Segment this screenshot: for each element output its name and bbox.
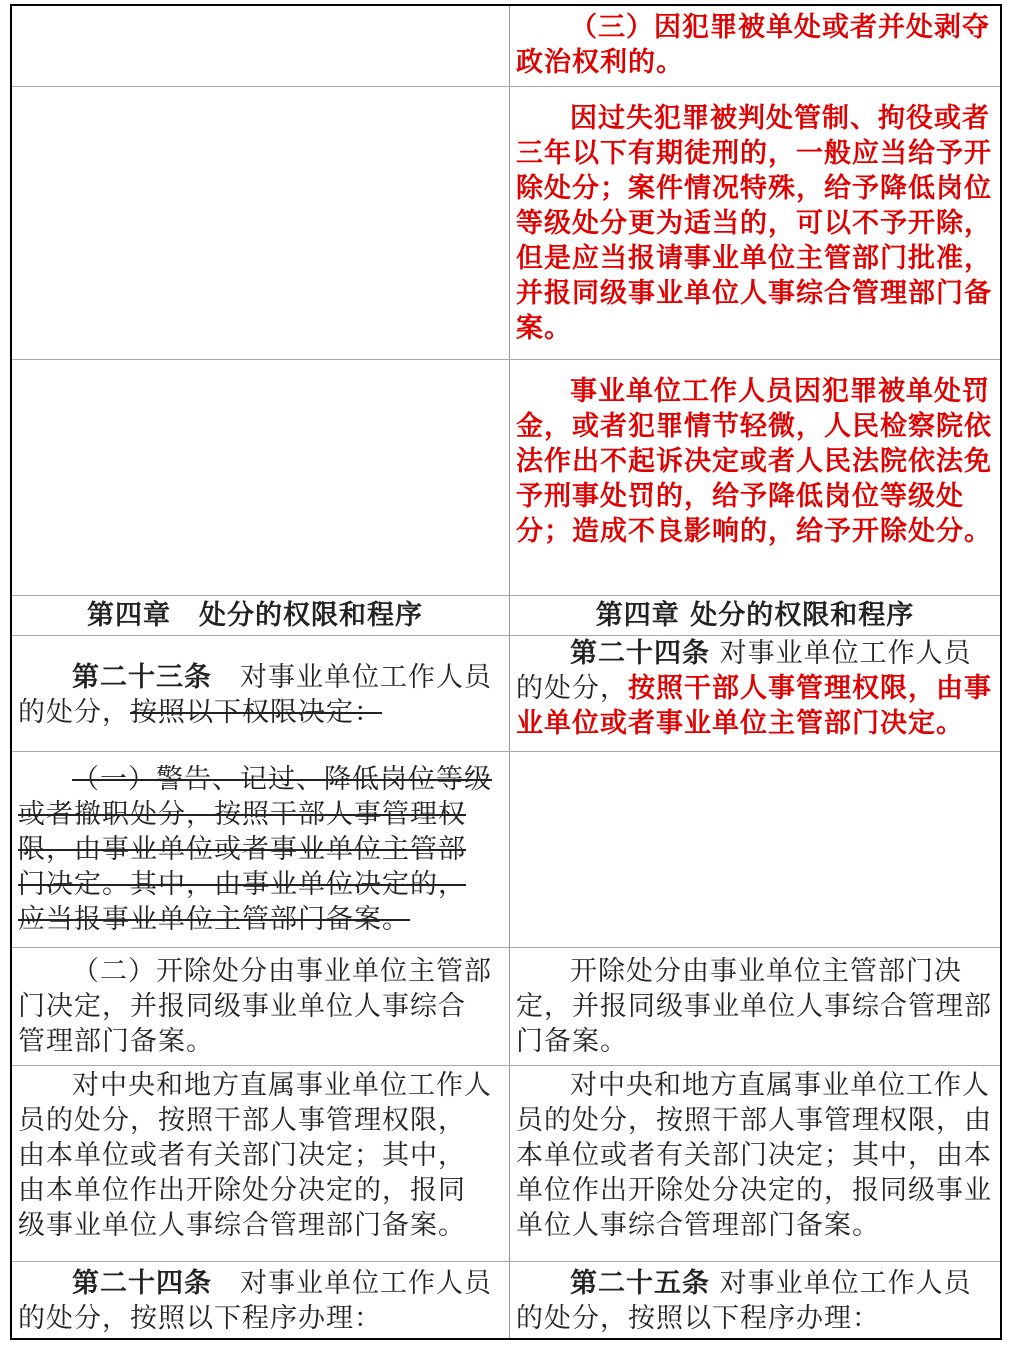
struck-text: （一）警告、记过、降低岗位等级或者撤职处分，按照干部人事管理权限，由事业单位或者事业单位主管部门决定。其中，由事业单位决定的，应当报事业单位主管部门备案。: [18, 764, 492, 935]
left-text: [18, 1266, 492, 1336]
article-number: 第二十五条: [570, 1268, 710, 1299]
article-text: 对事业单位工作人员的处分，: [18, 662, 492, 728]
article-number: 第二十四条: [72, 1268, 212, 1299]
right-cell: [516, 1068, 994, 1261]
left-text: [18, 660, 492, 730]
left-text: 对中央和地方直属事业单位工作人员的处分，按照干部人事管理权限，由本单位或者有关部门决定；其中，由本单位作出开除处分决定的，报同级事业单位人事综合管理部门备案。: [18, 1070, 492, 1241]
left-text: （二）开除处分由事业单位主管部门决定，并报同级事业单位人事综合管理部门备案。: [18, 956, 492, 1057]
struck-text: 按照以下权限决定：: [130, 697, 382, 728]
right-text: 开除处分由事业单位主管部门决定，并报同级事业单位人事综合管理部门备案。: [516, 956, 992, 1057]
table-row: [12, 1262, 1000, 1342]
right-cell: [516, 374, 994, 595]
table-row: [12, 596, 1000, 636]
right-text: 因过失犯罪被判处管制、拘役或者三年以下有期徒刑的，一般应当给予开除处分；案件情况特殊，给予降低岗位等级处分更为适当的，可以不予开除，但是应当报请事业单位主管部门批准，并报同级事业单位人事综合管理部门备案。: [516, 103, 992, 344]
right-text: 事业单位工作人员因犯罪被单处罚金，或者犯罪情节轻微，人民检察院依法作出不起诉决定或者人民法院依法免予刑事处罚的，给予降低岗位等级处分；造成不良影响的，给予开除处分。: [516, 376, 992, 547]
right-cell: [516, 598, 994, 635]
right-text: [516, 636, 994, 741]
chapter-heading-left: 第四章 处分的权限和程序: [87, 600, 423, 631]
right-cell: [516, 752, 994, 947]
left-cell: [18, 6, 492, 86]
article-number: 第二十三条: [72, 662, 212, 693]
right-text: [516, 1266, 994, 1336]
left-cell: [18, 360, 492, 595]
table-row: [12, 948, 1000, 1066]
right-cell: [516, 1266, 994, 1342]
right-text: （三）因犯罪被单处或者并处剥夺政治权利的。: [516, 12, 990, 78]
table-row: [12, 6, 1000, 87]
added-text: 按照干部人事管理权限，由事业单位或者事业单位主管部门决定。: [516, 673, 992, 739]
article-number: 第二十四条: [570, 638, 710, 669]
comparison-table: [10, 4, 1002, 1340]
left-cell: [18, 598, 492, 635]
right-cell: [516, 10, 994, 86]
article-text: 对事业单位工作人员的处分，: [516, 638, 972, 704]
table-row: [12, 360, 1000, 596]
left-cell: [18, 87, 492, 359]
left-cell: [18, 1068, 492, 1261]
left-cell: [18, 762, 492, 947]
right-cell: [516, 954, 994, 1065]
right-cell: [516, 101, 994, 359]
article-text: 对事业单位工作人员的处分，按照以下程序办理：: [516, 1268, 972, 1334]
table-row: [12, 636, 1000, 752]
right-cell: [516, 636, 994, 751]
table-row: [12, 1066, 1000, 1262]
left-cell: [18, 1266, 492, 1342]
chapter-heading-right: 第四章 处分的权限和程序: [595, 600, 915, 631]
right-text: 对中央和地方直属事业单位工作人员的处分，按照干部人事管理权限，由本单位或者有关部门决定；其中，由本单位作出开除处分决定的，报同级事业单位人事综合管理部门备案。: [516, 1070, 992, 1241]
left-cell: [18, 660, 492, 751]
table-row: [12, 87, 1000, 360]
table-row: [12, 752, 1000, 948]
left-cell: [18, 954, 492, 1065]
article-text: 对事业单位工作人员的处分，按照以下程序办理：: [18, 1268, 492, 1334]
